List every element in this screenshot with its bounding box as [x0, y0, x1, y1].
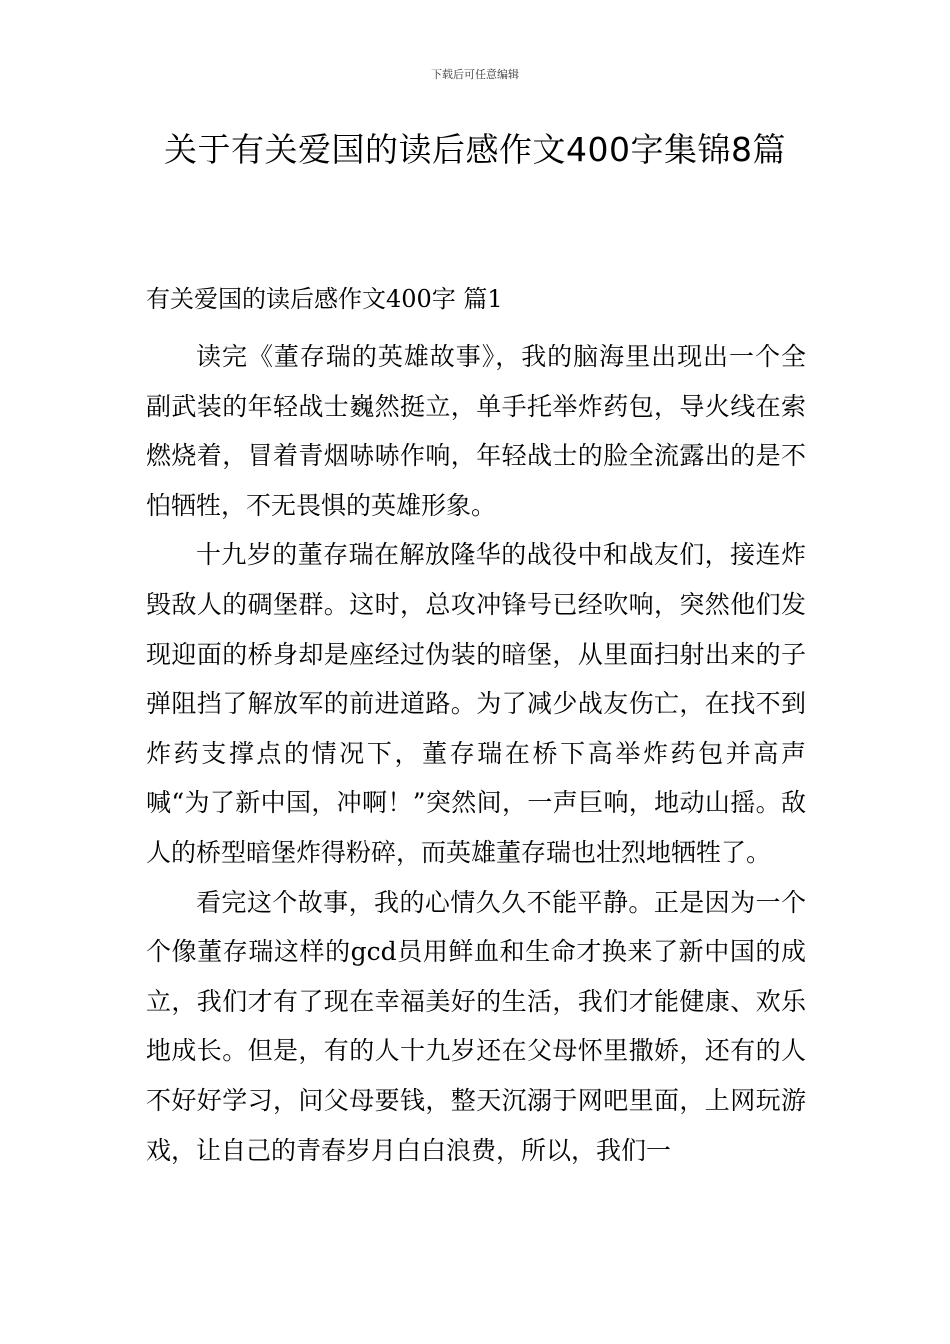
paragraph: 读完《董存瑞的英雄故事》，我的脑海里出现出一个全副武装的年轻战士巍然挺立，单手托举炸药包，导火线在索燃烧着，冒着青烟哧哧作响，年轻战士的脸全流露出的是不怕牺牲，不无畏惧的英雄形象。	[146, 342, 806, 520]
header-note: 下载后可任意编辑	[431, 68, 519, 81]
paragraph: 十九岁的董存瑞在解放隆华的战役中和战友们，接连炸毁敌人的碉堡群。这时，总攻冲锋号已经吹响，突然他们发现迎面的桥身却是座经过伪装的暗堡，从里面扫射出来的子弹阻挡了解放军的前进道路。为了减少战友伤亡，在找不到炸药支撑点的情况下，董存瑞在桥下高举炸药包并高声喊“为了新中国，冲啊！”突然间，一声巨响，地动山摇。敌人的桥型暗堡炸得粉碎，而英雄董存瑞也壮烈地牺牲了。	[146, 540, 806, 867]
section-heading: 有关爱国的读后感作文400字 篇1	[146, 285, 503, 313]
article-body	[146, 332, 806, 1175]
document-title: 关于有关爱国的读后感作文400字集锦8篇	[164, 130, 786, 169]
paragraph: 看完这个故事，我的心情久久不能平静。正是因为一个个像董存瑞这样的gcd员用鲜血和生命才换来了新中国的成立，我们才有了现在幸福美好的生活，我们才能健康、欢乐地成长。但是，有的人十九岁还在父母怀里撒娇，还有的人不好好学习，问父母要钱，整天沉溺于网吧里面，上网玩游戏，让自己的青春岁月白白浪费，所以，我们一	[146, 887, 806, 1165]
